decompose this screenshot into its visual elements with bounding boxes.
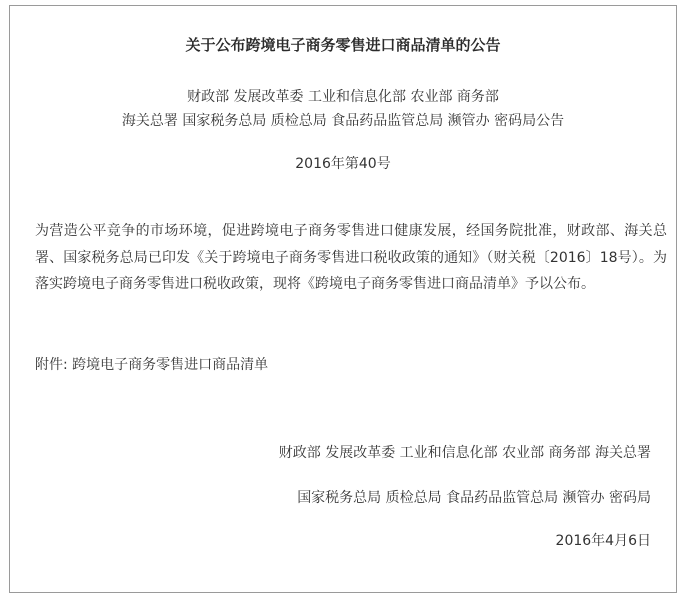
document-number: 2016年第40号 xyxy=(295,156,391,172)
issuing-agencies xyxy=(10,85,676,133)
announcement-body: 为营造公平竞争的市场环境，促进跨境电子商务零售进口健康发展，经国务院批准，财政部、海关总署、国家税务总局已印发《关于跨境电子商务零售进口税收政策的通知》（财关税〔2016〕18号）。为落实跨境电子商务零售进口税收政策，现将《跨境电子商务零售进口商品清单》予以公布。 xyxy=(35,223,667,292)
issuers-line-2: 海关总署 国家税务总局 质检总局 食品药品监管总局 濒管办 密码局公告 xyxy=(121,113,565,129)
announcement-frame xyxy=(9,5,677,593)
attachment-line: 附件: 跨境电子商务零售进口商品清单 xyxy=(35,357,269,373)
signature-agencies-line-2: 国家税务总局 质检总局 食品药品监管总局 濒管办 密码局 xyxy=(297,490,651,506)
signature-agencies-line-1: 财政部 发展改革委 工业和信息化部 农业部 商务部 海关总署 xyxy=(278,445,651,461)
announcement-title: 关于公布跨境电子商务零售进口商品清单的公告 xyxy=(185,36,501,54)
signature-date: 2016年4月6日 xyxy=(555,533,651,549)
issuers-line-1: 财政部 发展改革委 工业和信息化部 农业部 商务部 xyxy=(187,89,499,105)
